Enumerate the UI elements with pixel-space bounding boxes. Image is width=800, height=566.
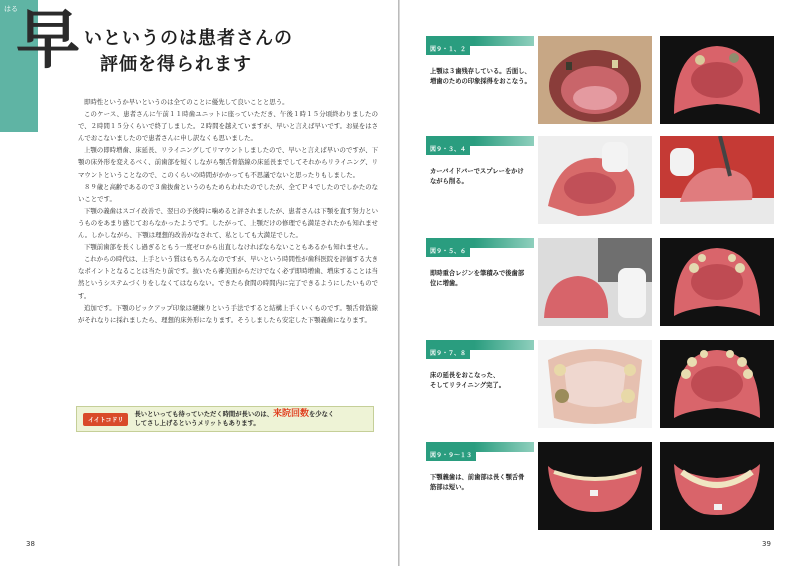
left-page xyxy=(0,0,399,566)
paragraph: 下顎前歯部を長くし過ぎるともう一度ゼロから出直しなければならないこともあるかも知れません。 xyxy=(84,243,372,252)
page-number-left: 38 xyxy=(26,540,35,548)
right-page xyxy=(400,0,800,566)
figure-caption: 即時重合レジンを筆積みで後歯部 位に増歯。 xyxy=(430,270,525,287)
figure-label: 図９・９～１３ xyxy=(426,451,476,461)
figure-caption: 下顎義歯は、前歯部は長く顎舌骨 筋部は短い。 xyxy=(430,474,525,491)
point-text-before: 長いといっても待っていただく時間が長いのは、 xyxy=(134,411,273,418)
figure-caption: 上顎は３歯残存している。舌面し、 増歯のための印象採得をおこなう。 xyxy=(430,68,531,85)
clinical-photo xyxy=(660,36,774,124)
title-line-2: 評価を得られます xyxy=(100,54,252,75)
clinical-photo xyxy=(538,340,652,428)
paragraph: 追加です。下顎のピックアップ印象は硬練りという手法ですると結構上手くいくものです。顎舌骨筋線がそれなりに採れましたら、理想的床外形になります。そうしましたら安定した下顎義歯になります。 xyxy=(78,303,378,324)
paragraph: 上顎の即時増歯、床延長、リライニングしてリマウントしましたので、早いと言えば早いのですが、下顎の床外形を変えるべく、前歯部を短くしながら顎舌骨筋線の床延長までしてそれからリライニング、リマウントということなので、このくらいの時間がかかっても不思議でないと思ったりもしました。 xyxy=(78,146,378,179)
point-callout-box xyxy=(76,406,374,432)
paragraph: これからの時代は、上手という質はもちろんなのですが、早いという時間性が歯科医院を評価する大きなポイントとなることは当たり前です。抜いたら審美面からだけでなく必ず即時増歯、増床することは当然というシステムづくりをしなくてはならない。できたら食間の時間内に完了できるようにしたいものです。 xyxy=(78,255,378,300)
point-emphasis: 来院回数 xyxy=(273,409,310,419)
figure-label: 図９・３、４ xyxy=(426,145,470,155)
clinical-photo xyxy=(660,442,774,530)
figure-caption: カーバイドバーでスプレーをかけ ながら削る。 xyxy=(430,168,524,185)
point-text-line2: してさし上げるというメリットもあります。 xyxy=(134,420,260,427)
clinical-photo xyxy=(538,136,652,224)
figure-caption: 床の延長をおこなった、 そしてリライニング完了。 xyxy=(430,372,505,389)
clinical-photo xyxy=(660,136,774,224)
title-line-1: いというのは患者さんの xyxy=(84,28,293,49)
title-big-kanji: 早 xyxy=(16,3,80,78)
figure-label: 図９・１、２ xyxy=(426,45,470,55)
point-text-after: を少なく xyxy=(309,411,335,418)
figure-label: 図９・７、８ xyxy=(426,349,470,359)
page-number-right: 39 xyxy=(762,540,771,548)
clinical-photo xyxy=(538,442,652,530)
paragraph: 下顎の義歯はスゴイ改善で、翌日の予後時に噛めると評されましたが、患者さんは下顎を直す努力というものをあまり感じておらなかったようです。したがって、上顎だけの修理でも満足されたかも知れません。しかしながら、下顎は理想的改善がなされて、私としても大満足でした。 xyxy=(78,206,378,240)
point-callout-text xyxy=(134,410,334,428)
clinical-photo xyxy=(538,238,652,326)
point-badge: イイトコドリ xyxy=(83,413,128,426)
clinical-photo xyxy=(660,340,774,428)
figure-label: 図９・５、６ xyxy=(426,247,470,257)
paragraph: 即時性というか早いというのは全てのことに優先して良いことと思う。 xyxy=(84,98,289,106)
paragraph: このケース、患者さんに午前１１時歯ユニットに座っていただき、午後１時１５分頃終わりましたので、２時間１５分くらいで終了しました。２時間を越えていますが、早いと言えば早いです。お昼をはさんでおこないましたので患者さんに申し訳なくも思いました。 xyxy=(78,110,378,143)
section-tag: はる xyxy=(4,5,18,13)
article-body xyxy=(78,96,378,326)
clinical-photo xyxy=(660,238,774,326)
clinical-photo xyxy=(538,36,652,124)
paragraph: ８９歳と高齢であるので３歯抜歯というのもためらわれたのでしたが、全てＰ４でしたのでしかたのないことです。 xyxy=(78,182,378,203)
